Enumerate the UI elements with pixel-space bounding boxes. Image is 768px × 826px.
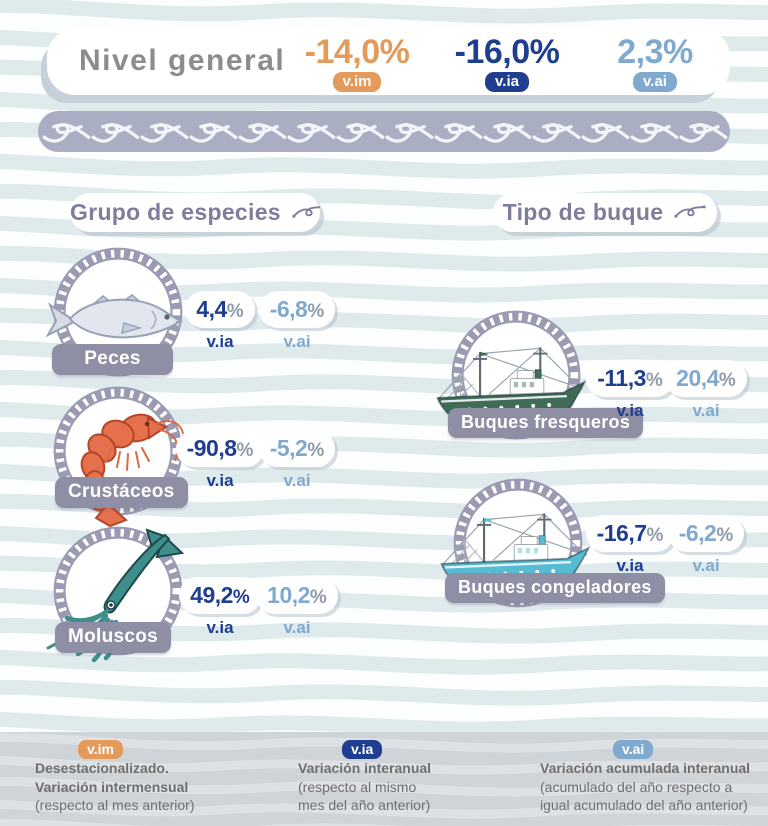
vai-tag-label: v.ai [692,401,720,420]
general-value-via [445,32,569,92]
value-pill-via: 4,4% [185,291,254,328]
congeladores-vai-value [660,515,752,576]
percent-sign: % [226,301,244,322]
general-level-title: Nivel general [79,44,286,77]
section-title-vessels [493,193,717,232]
vai-tag-label: v.ai [283,332,311,351]
via-value: -16,0% [454,33,560,71]
legend-vai-badge: v.ai [613,740,653,759]
value-pill-vai: -5,2% [259,430,336,467]
percent-sign: % [663,33,693,71]
value-pill-via: -11,3% [586,360,674,397]
legend-via-badge: v.ia [342,740,382,759]
vessel-label-fresqueros: Buques fresqueros [448,408,643,438]
rope-divider [38,111,730,152]
species-section-label: Grupo de especies [70,199,281,225]
legend-vim-text: Desestacionalizado. Variación intermensual (respecto al mes anterior) [35,760,195,813]
legend-footer [0,732,768,826]
vim-badge: v.im [333,72,382,92]
via-tag-label: v.ia [206,618,234,637]
general-level-panel [47,29,730,95]
legend-vim-badge: v.im [78,740,123,759]
percent-sign: % [646,525,664,546]
percent-sign: % [307,440,325,461]
value-pill-via: 49,2% [179,577,261,614]
general-value-vai [597,32,713,92]
via-tag-label: v.ia [616,401,644,420]
legend-via-text: Variación interanual (respecto al mismo mes del año anterior) [298,760,432,813]
percent-sign: % [718,370,736,391]
percent-sign: % [529,33,560,71]
vai-value: 2,3% [617,33,693,71]
legend-vai-text: Variación acumulada interanual (acumulado del año respecto a igual acumulado del año anterior) [540,760,751,813]
species-label-moluscos: Moluscos [55,622,171,653]
percent-sign: % [716,525,734,546]
via-tag-label: v.ia [206,471,234,490]
value-pill-via: -90,8% [176,430,265,467]
general-value-vim [295,32,419,92]
value-pill-vai: 20,4% [665,360,747,397]
via-tag-label: v.ia [616,556,644,575]
peces-vai-value [251,291,343,352]
shrimp-icon [46,398,186,533]
percent-sign: % [232,587,250,608]
fresqueros-vai-value [660,360,752,421]
species-label-crustaceos: Crustáceos [55,477,188,508]
vai-tag-label: v.ai [283,471,311,490]
percent-sign: % [309,587,327,608]
section-title-species [70,193,320,232]
crustaceos-vai-value [251,430,343,491]
percent-sign: % [236,440,254,461]
via-badge: v.ia [485,72,529,92]
moluscos-vai-value [251,577,343,638]
species-label-peces: Peces [52,344,173,375]
vessel-label-congeladores: Buques congeladores [445,573,665,603]
vai-tag-label: v.ai [692,556,720,575]
value-pill-vai: -6,2% [668,515,745,552]
via-tag-label: v.ia [206,332,234,351]
value-pill-via: -16,7% [586,515,675,552]
hook-swirl-icon [291,203,320,222]
rope-pattern [38,111,730,152]
hook-swirl-icon [673,203,707,222]
vessels-section-label: Tipo de buque [502,199,664,225]
vim-value: -14,0% [304,33,410,71]
percent-sign: % [379,33,410,71]
percent-sign: % [307,301,325,322]
vai-tag-label: v.ai [283,618,311,637]
value-pill-vai: 10,2% [256,577,338,614]
value-pill-vai: -6,8% [259,291,336,328]
vai-badge: v.ai [633,72,677,92]
percent-sign: % [645,370,663,391]
